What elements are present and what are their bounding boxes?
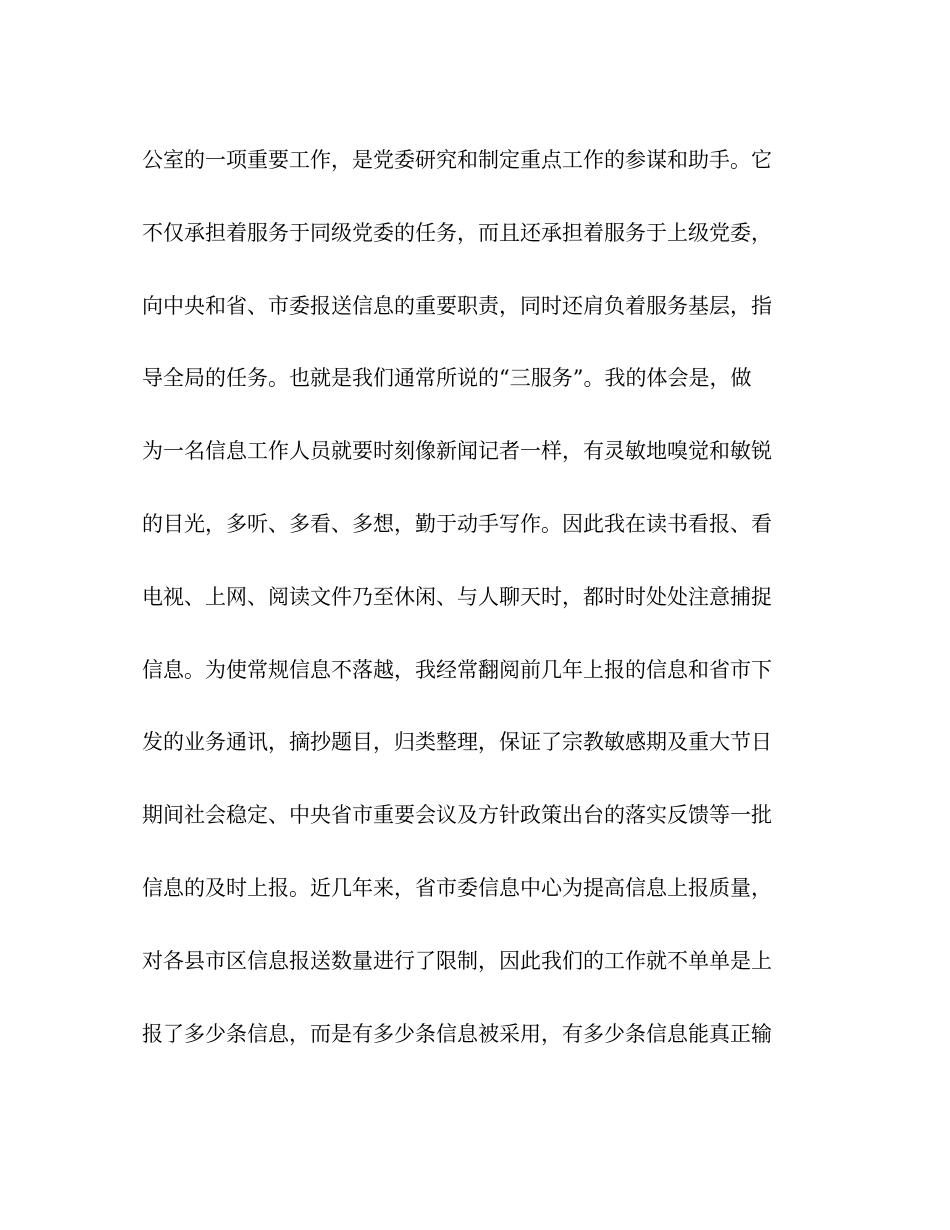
text-line: 报了多少条信息，而是有多少条信息被采用，有多少条信息能真正输 bbox=[142, 1021, 772, 1046]
text-line: 导全局的任务。也就是我们通常所说的“三服务”。我的体会是，做 bbox=[142, 366, 752, 391]
text-line: 信息的及时上报。近几年来，省市委信息中心为提高信息上报质量， bbox=[142, 875, 772, 900]
body-text bbox=[142, 140, 802, 1086]
text-line: 公室的一项重要工作，是党委研究和制定重点工作的参谋和助手。它 bbox=[142, 148, 772, 172]
text-line: 期间社会稳定、中央省市重要会议及方针政策出台的落实反馈等一批 bbox=[142, 803, 772, 828]
text-line: 不仅承担着服务于同级党委的任务，而且还承担着服务于上级党委， bbox=[142, 220, 772, 245]
text-line: 的目光，多听、多看、多想，勤于动手写作。因此我在读书看报、看 bbox=[142, 511, 772, 536]
text-line: 信息。为使常规信息不落越，我经常翻阅前几年上报的信息和省市下 bbox=[142, 657, 772, 682]
text-line: 向中央和省、市委报送信息的重要职责，同时还肩负着服务基层，指 bbox=[142, 293, 772, 318]
text-line: 电视、上网、阅读文件乃至休闲、与人聊天时，都时时处处注意捕捉 bbox=[142, 584, 772, 609]
text-line: 对各县市区信息报送数量进行了限制，因此我们的工作就不单单是上 bbox=[142, 948, 772, 973]
text-line: 发的业务通讯，摘抄题目，归类整理，保证了宗教敏感期及重大节日 bbox=[142, 730, 772, 755]
text-line: 为一名信息工作人员就要时刻像新闻记者一样，有灵敏地嗅觉和敏锐 bbox=[142, 439, 772, 464]
